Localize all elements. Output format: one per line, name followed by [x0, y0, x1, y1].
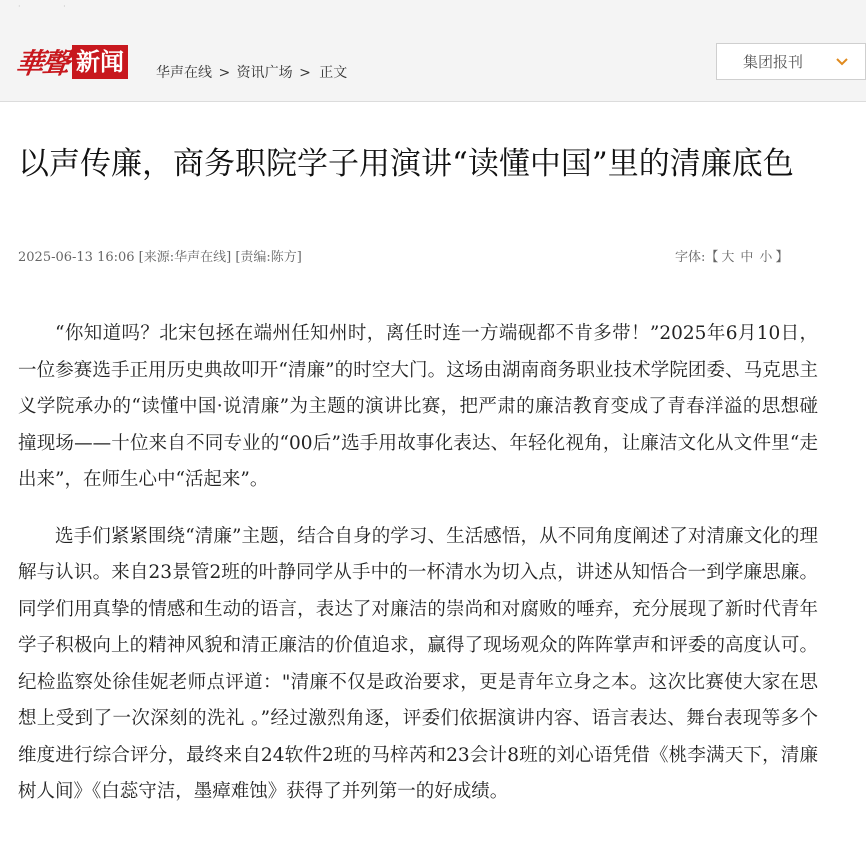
group-newspapers-dropdown[interactable] — [716, 43, 866, 80]
group-newspapers-label: 集团报刊 — [743, 53, 804, 71]
article-paragraph: “你知道吗？北宋包拯在端州任知州时，离任时连一方端砚都不肯多带！”2025年6月10日，一位参赛选手正用历史典故叩开“清廉”的时空大门。这场由湖南商务职业技术学院团委、马克思主义学院承办的“读懂中国·说清廉”为主题的演讲比赛，把严肃的廉洁教育变成了青春洋溢的思想碰撞现场——十位来自不同专业的“00后”选手用故事化表达、年轻化视角，让廉洁文化从文件里“走出来”，在师生心中“活起来”。 — [18, 323, 818, 490]
article-meta: 2025-06-13 16:06 [来源:华声在线] [责编:陈方] — [18, 250, 302, 265]
font-size-control — [675, 246, 788, 265]
article-paragraph: 选手们紧紧围绕“清廉”主题，结合自身的学习、生活感悟，从不同角度阐述了对清廉文化的理解与认识。来自23景管2班的叶静同学从手中的一杯清水为切入点，讲述从知悟合一到学廉思廉。同学们用真挚的情感和生动的语言，表达了对廉洁的崇尚和对腐败的唾弃，充分展现了新时代青年学子积极向上的精神风貌和清正廉洁的价值追求，赢得了现场观众的阵阵掌声和评委的高度认可。纪检监察处徐佳妮老师点评道："清廉不仅是政治要求，更是青年立身之本。这次比赛使大家在思想上受到了一次深刻的洗礼 。”经过激烈角逐，评委们依据演讲内容、语言表达、舞台表现等多个维度进行综合评分，最终来自24软件2班的马梓芮和23会计8班的刘心语凭借《桃李满天下，清廉树人间》《白蕊守洁，墨瘴难蚀》获得了并列第一的好成绩。 — [18, 525, 818, 802]
breadcrumb-separator: > — [218, 65, 231, 81]
article-body — [18, 316, 818, 831]
site-logo[interactable] — [13, 42, 128, 82]
top-dots-decoration: · · — [18, 2, 86, 11]
logo-script-text: 華聲 — [13, 47, 71, 80]
breadcrumb-separator: > — [299, 65, 311, 81]
font-size-label: 字体:【 — [675, 250, 719, 265]
breadcrumb-home-link[interactable]: 华声在线 — [156, 65, 212, 81]
site-header — [0, 0, 866, 102]
breadcrumb-current: 正文 — [319, 65, 348, 81]
article-title: 以声传廉，商务职院学子用演讲“读懂中国”里的清廉底色 — [18, 146, 794, 182]
chevron-down-icon — [835, 54, 849, 68]
font-size-large-button[interactable]: 大 — [721, 250, 735, 265]
font-size-close-bracket: 】 — [775, 250, 789, 265]
breadcrumb-news-plaza-link[interactable]: 资讯广场 — [236, 65, 293, 81]
font-size-medium-button[interactable]: 中 — [740, 250, 754, 265]
font-size-small-button[interactable]: 小 — [759, 250, 773, 265]
logo-news-box: 新闻 — [72, 45, 128, 79]
breadcrumb — [156, 62, 349, 82]
